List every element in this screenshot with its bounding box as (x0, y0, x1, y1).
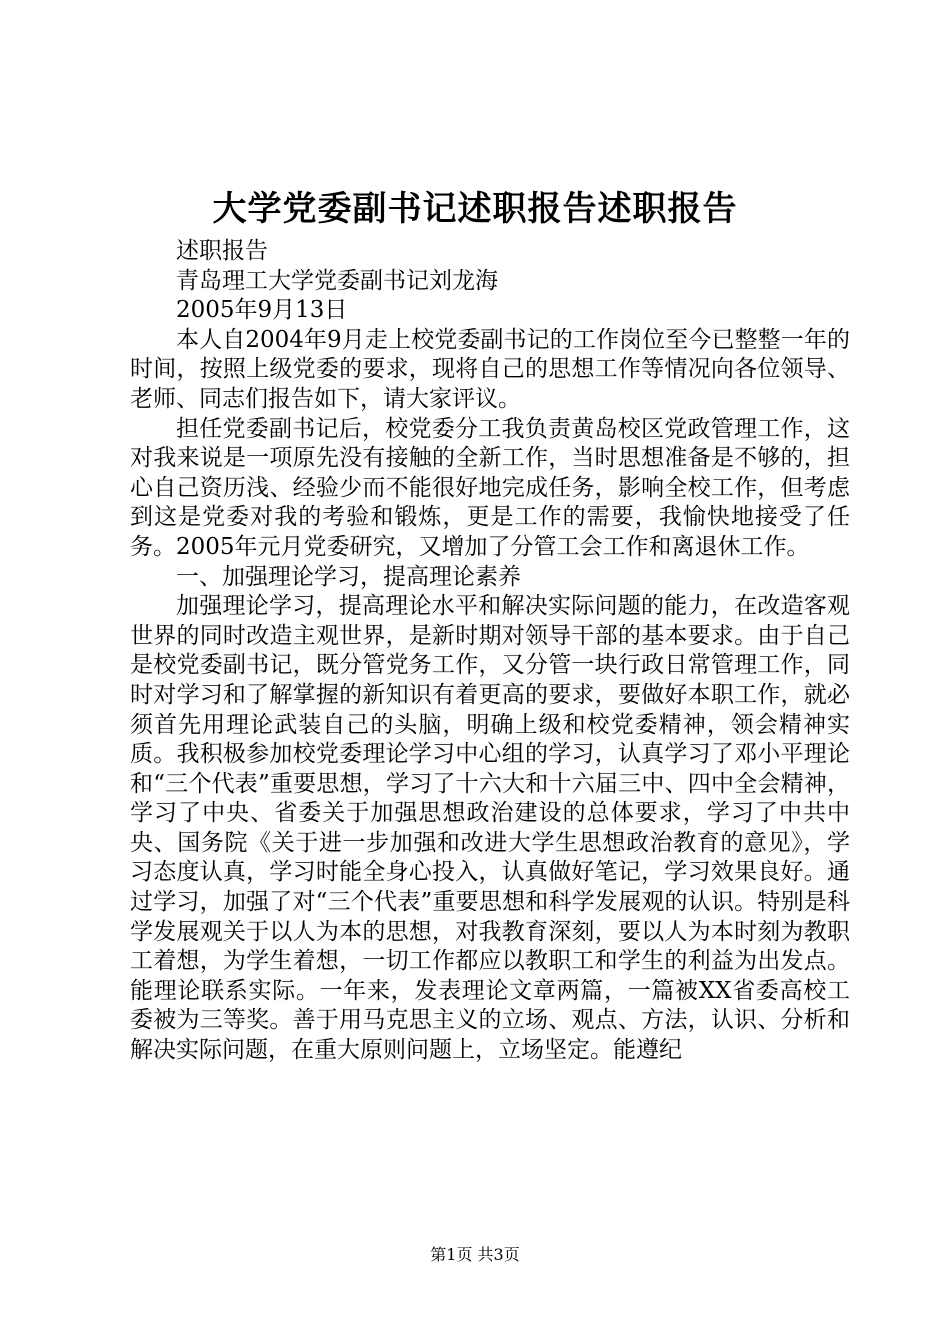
page-number-footer: 第1页 共3页 (430, 1245, 520, 1264)
paragraph-author: 青岛理工大学党委副书记刘龙海 (176, 267, 498, 294)
document-title: 大学党委副书记述职报告述职报告 (212, 189, 738, 229)
paragraph-intro: 本人自2004年9月走上校党委副书记的工作岗位至今已整整一年的时间，按照上级党委的要求，现将自己的思想工作等情况向各位领导、老师、同志们报告如下，请大家评议。 (130, 326, 850, 412)
paragraph-duties: 担任党委副书记后，校党委分工我负责黄岛校区党政管理工作，这对我来说是一项原先没有接触的全新工作，当时思想准备是不够的，担心自己资历浅、经验少而不能很好地完成任务，影响全校工作，但考虑到这是党委对我的考验和锻炼，更是工作的需要，我愉快地接受了任务。2005年元月党委研究，又增加了分管工会工作和离退休工作。 (130, 415, 850, 560)
paragraph-date: 2005年9月13日 (176, 297, 348, 324)
paragraph-theory-study: 加强理论学习，提高理论水平和解决实际问题的能力，在改造客观世界的同时改造主观世界，是新时期对领导干部的基本要求。由于自己是校党委副书记，既分管党务工作，又分管一块行政日常管理工作，同时对学习和了解掌握的新知识有着更高的要求，要做好本职工作，就必须首先用理论武装自己的头脑，明确上级和校党委精神，领会精神实质。我积极参加校党委理论学习中心组的学习，认真学习了邓小平理论和“三个代表”重要思想，学习了十六大和十六届三中、四中全会精神，学习了中央、省委关于加强思想政治建设的总体要求，学习了中共中央、国务院《关于进一步加强和改进大学生思想政治教育的意见》，学习态度认真，学习时能全身心投入，认真做好笔记，学习效果良好。通过学习，加强了对“三个代表”重要思想和科学发展观的认识。特别是科学发展观关于以人为本的思想，对我教育深刻，要以人为本时刻为教职工着想，为学生着想，一切工作都应以教职工和学生的利益为出发点。能理论联系实际。一年来，发表理论文章两篇，一篇被XX省委高校工委被为三等奖。善于用马克思主义的立场、观点、方法，认识、分析和解决实际问题，在重大原则问题上，立场坚定。能遵纪 (130, 593, 850, 1064)
paragraph-heading: 述职报告 (176, 238, 268, 264)
section-heading-1: 一、加强理论学习，提高理论素养 (176, 563, 521, 590)
document-body (130, 237, 850, 1066)
